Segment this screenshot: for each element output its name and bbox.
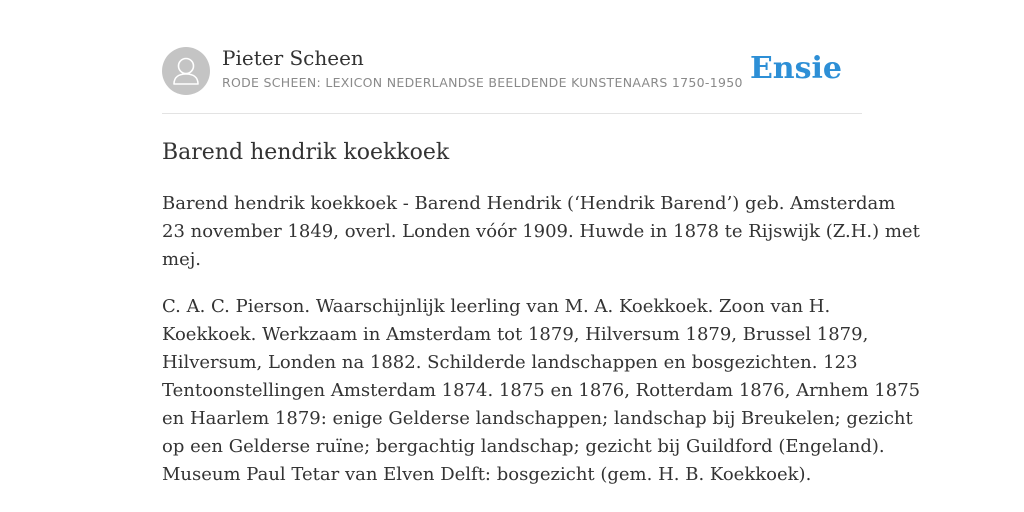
text-line: Tentoonstellingen Amsterdam 1874. 1875 en 1876, Rotterdam 1876, Arnhem 1875 bbox=[162, 380, 921, 401]
text-line: Barend hendrik koekkoek - Barend Hendrik (‘Hendrik Barend’) geb. Amsterdam bbox=[162, 193, 896, 214]
source-title[interactable]: RODE SCHEEN: LEXICON NEDERLANDSE BEELDENDE KUNSTENAARS 1750-1950 bbox=[222, 75, 743, 90]
paragraph-2 bbox=[162, 293, 921, 489]
paragraph-1 bbox=[162, 190, 920, 274]
page-title: Barend hendrik koekkoek bbox=[162, 140, 450, 165]
text-line: Museum Paul Tetar van Elven Delft: bosgezicht (gem. H. B. Koekkoek). bbox=[162, 464, 812, 485]
user-silhouette-icon bbox=[162, 47, 210, 95]
author-avatar[interactable] bbox=[162, 47, 210, 95]
ensie-logo[interactable]: Ensie bbox=[749, 51, 842, 86]
text-line: en Haarlem 1879: enige Gelderse landschappen; landschap bij Breukelen; gezicht bbox=[162, 408, 913, 429]
text-line: 23 november 1849, overl. Londen vóór 1909. Huwde in 1878 te Rijswijk (Z.H.) met bbox=[162, 221, 920, 242]
header bbox=[162, 45, 862, 97]
author-name[interactable]: Pieter Scheen bbox=[222, 46, 364, 70]
article-body bbox=[162, 190, 921, 508]
text-line: op een Gelderse ruïne; bergachtig landschap; gezicht bij Guildford (Engeland). bbox=[162, 436, 885, 457]
text-line: Koekkoek. Werkzaam in Amsterdam tot 1879, Hilversum 1879, Brussel 1879, bbox=[162, 324, 869, 345]
text-line: C. A. C. Pierson. Waarschijnlijk leerling van M. A. Koekkoek. Zoon van H. bbox=[162, 296, 831, 317]
header-divider bbox=[162, 113, 862, 114]
text-line: mej. bbox=[162, 249, 202, 270]
text-line: Hilversum, Londen na 1882. Schilderde landschappen en bosgezichten. 123 bbox=[162, 352, 858, 373]
